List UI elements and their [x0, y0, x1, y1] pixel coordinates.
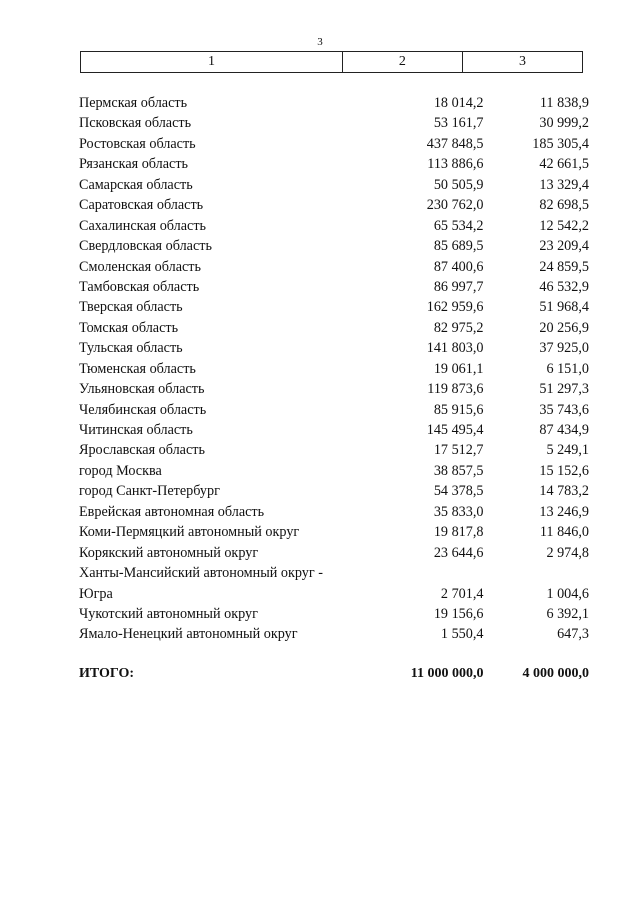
row-value-2: 18 014,2: [433, 95, 484, 111]
table-row: [79, 113, 589, 133]
row-value-3: 185 305,4: [532, 135, 589, 152]
row-value-2: 38 857,5: [433, 462, 484, 479]
table-row: [79, 134, 589, 154]
row-value-3: 1 004,6: [546, 585, 589, 602]
row-name: Саратовская область: [79, 197, 204, 214]
row-value-2: 19 156,6: [433, 605, 484, 622]
table-row: [79, 624, 589, 644]
row-value-3: 12 542,2: [539, 217, 589, 234]
column-header-table: [80, 51, 583, 73]
table-row: [79, 175, 589, 195]
row-value-3: 11 838,9: [539, 95, 589, 111]
table-row: [79, 236, 589, 256]
row-value-3: 23 209,4: [539, 238, 589, 255]
row-name: Чукотский автономный округ: [79, 605, 258, 622]
column-header-3: 3: [462, 52, 582, 73]
table-row: [79, 257, 589, 277]
row-name: Сахалинская область: [79, 217, 207, 234]
row-name: Рязанская область: [79, 156, 189, 173]
row-value-2: 35 833,0: [433, 503, 484, 520]
row-value-2: 119 873,6: [427, 381, 484, 398]
row-name: Томская область: [79, 319, 179, 336]
row-value-3: 51 297,3: [539, 381, 589, 398]
row-value-2: 162 959,6: [426, 299, 484, 316]
row-name: Читинская область: [79, 422, 193, 438]
data-rows: [79, 93, 589, 645]
row-name: Пермская область: [79, 95, 188, 111]
row-value-3: 13 329,4: [539, 176, 589, 193]
table-row: [79, 502, 589, 522]
row-value-2: 145 495,4: [426, 422, 484, 438]
row-value-3: 5 249,1: [546, 442, 589, 459]
table-row: [79, 154, 589, 174]
row-name: Еврейская автономная область: [79, 503, 265, 520]
row-name: город Санкт-Петербург: [79, 483, 220, 500]
row-value-3: 13 246,9: [539, 503, 589, 520]
row-value-3: [483, 563, 589, 583]
row-name: Самарская область: [79, 176, 193, 193]
row-value-3: 42 661,5: [539, 156, 589, 173]
row-value-3: 46 532,9: [539, 278, 589, 295]
row-value-3: 11 846,0: [539, 524, 589, 541]
row-name: Тверская область: [79, 299, 183, 316]
row-name: Ростовская область: [79, 135, 196, 152]
row-value-3: 51 968,4: [539, 299, 589, 316]
table-row: [79, 195, 589, 215]
row-value-3: 87 434,9: [539, 422, 589, 438]
row-value-3: 37 925,0: [539, 340, 589, 357]
row-value-2: 65 534,2: [433, 217, 484, 234]
row-value-2: 113 886,6: [427, 156, 484, 173]
page-number: 3: [317, 36, 323, 48]
table-row: [79, 420, 589, 440]
row-name: Югра: [79, 585, 113, 602]
table-row: [79, 522, 589, 542]
row-value-2: 82 975,2: [433, 319, 484, 336]
row-value-2: 1 550,4: [440, 626, 484, 643]
row-value-3: 647,3: [557, 626, 589, 643]
row-value-2: 85 689,5: [433, 238, 484, 255]
table-row: [79, 297, 589, 317]
table-row: [79, 359, 589, 379]
total-row: [79, 666, 589, 682]
row-value-2: 23 644,6: [433, 544, 484, 561]
table-row: [79, 379, 589, 399]
row-value-3: 6 151,0: [546, 360, 589, 377]
table-row: [79, 461, 589, 481]
row-value-2: 437 848,5: [426, 135, 484, 152]
row-name: Тульская область: [79, 340, 183, 357]
row-value-3: 24 859,5: [539, 258, 589, 275]
table-row: [79, 543, 589, 563]
row-value-2: 2 701,4: [440, 585, 484, 602]
row-value-2: 17 512,7: [433, 442, 484, 459]
table-row: [79, 338, 589, 358]
column-header-1: 1: [81, 52, 343, 73]
table-row: [79, 584, 589, 604]
row-name: город Москва: [79, 462, 162, 479]
row-value-3: 82 698,5: [539, 197, 589, 214]
column-header-2: 2: [342, 52, 462, 73]
row-value-2: 19 817,8: [433, 524, 484, 541]
row-value-2: [343, 563, 484, 583]
row-value-2: 87 400,6: [433, 258, 484, 275]
table-row: [79, 481, 589, 501]
table-row: [79, 604, 589, 624]
row-value-2: 53 161,7: [433, 115, 484, 132]
row-value-3: 20 256,9: [539, 319, 589, 336]
table-row: [79, 563, 589, 583]
row-name: Коми-Пермяцкий автономный округ: [79, 524, 300, 541]
row-value-2: 50 505,9: [433, 176, 484, 193]
row-name: Челябинская область: [79, 401, 207, 418]
row-value-2: 141 803,0: [426, 340, 484, 357]
table-row: [79, 277, 589, 297]
row-name: Смоленская область: [79, 258, 201, 275]
row-value-2: 86 997,7: [433, 278, 484, 295]
row-value-3: 30 999,2: [539, 115, 589, 132]
total-value-3: 4 000 000,0: [522, 666, 589, 681]
total-value-2: 11 000 000,0: [410, 666, 484, 681]
row-value-3: 6 392,1: [546, 605, 589, 622]
row-value-2: 230 762,0: [426, 197, 484, 214]
table-row: [79, 318, 589, 338]
row-value-2: 19 061,1: [433, 360, 484, 377]
row-name: Псковская область: [79, 115, 192, 132]
row-value-2: 85 915,6: [433, 401, 484, 418]
table-row: [79, 216, 589, 236]
row-name: Корякский автономный округ: [79, 544, 259, 561]
row-name: Ямало-Ненецкий автономный округ: [79, 626, 298, 643]
row-name: Тюменская область: [79, 360, 196, 377]
table-row: [79, 93, 589, 113]
table-row: [79, 400, 589, 420]
row-name: Тамбовская область: [79, 278, 200, 295]
row-value-3: 15 152,6: [539, 462, 589, 479]
row-name: Свердловская область: [79, 238, 212, 255]
row-value-3: 2 974,8: [546, 544, 589, 561]
row-name: Ярославская область: [79, 442, 205, 459]
row-value-3: 35 743,6: [539, 401, 589, 418]
row-name: Ульяновская область: [79, 381, 205, 398]
table-row: [79, 440, 589, 460]
row-value-2: 54 378,5: [433, 483, 484, 500]
total-label: ИТОГО:: [79, 666, 135, 681]
row-name: Ханты-Мансийский автономный округ -: [79, 565, 323, 582]
row-value-3: 14 783,2: [539, 483, 589, 500]
